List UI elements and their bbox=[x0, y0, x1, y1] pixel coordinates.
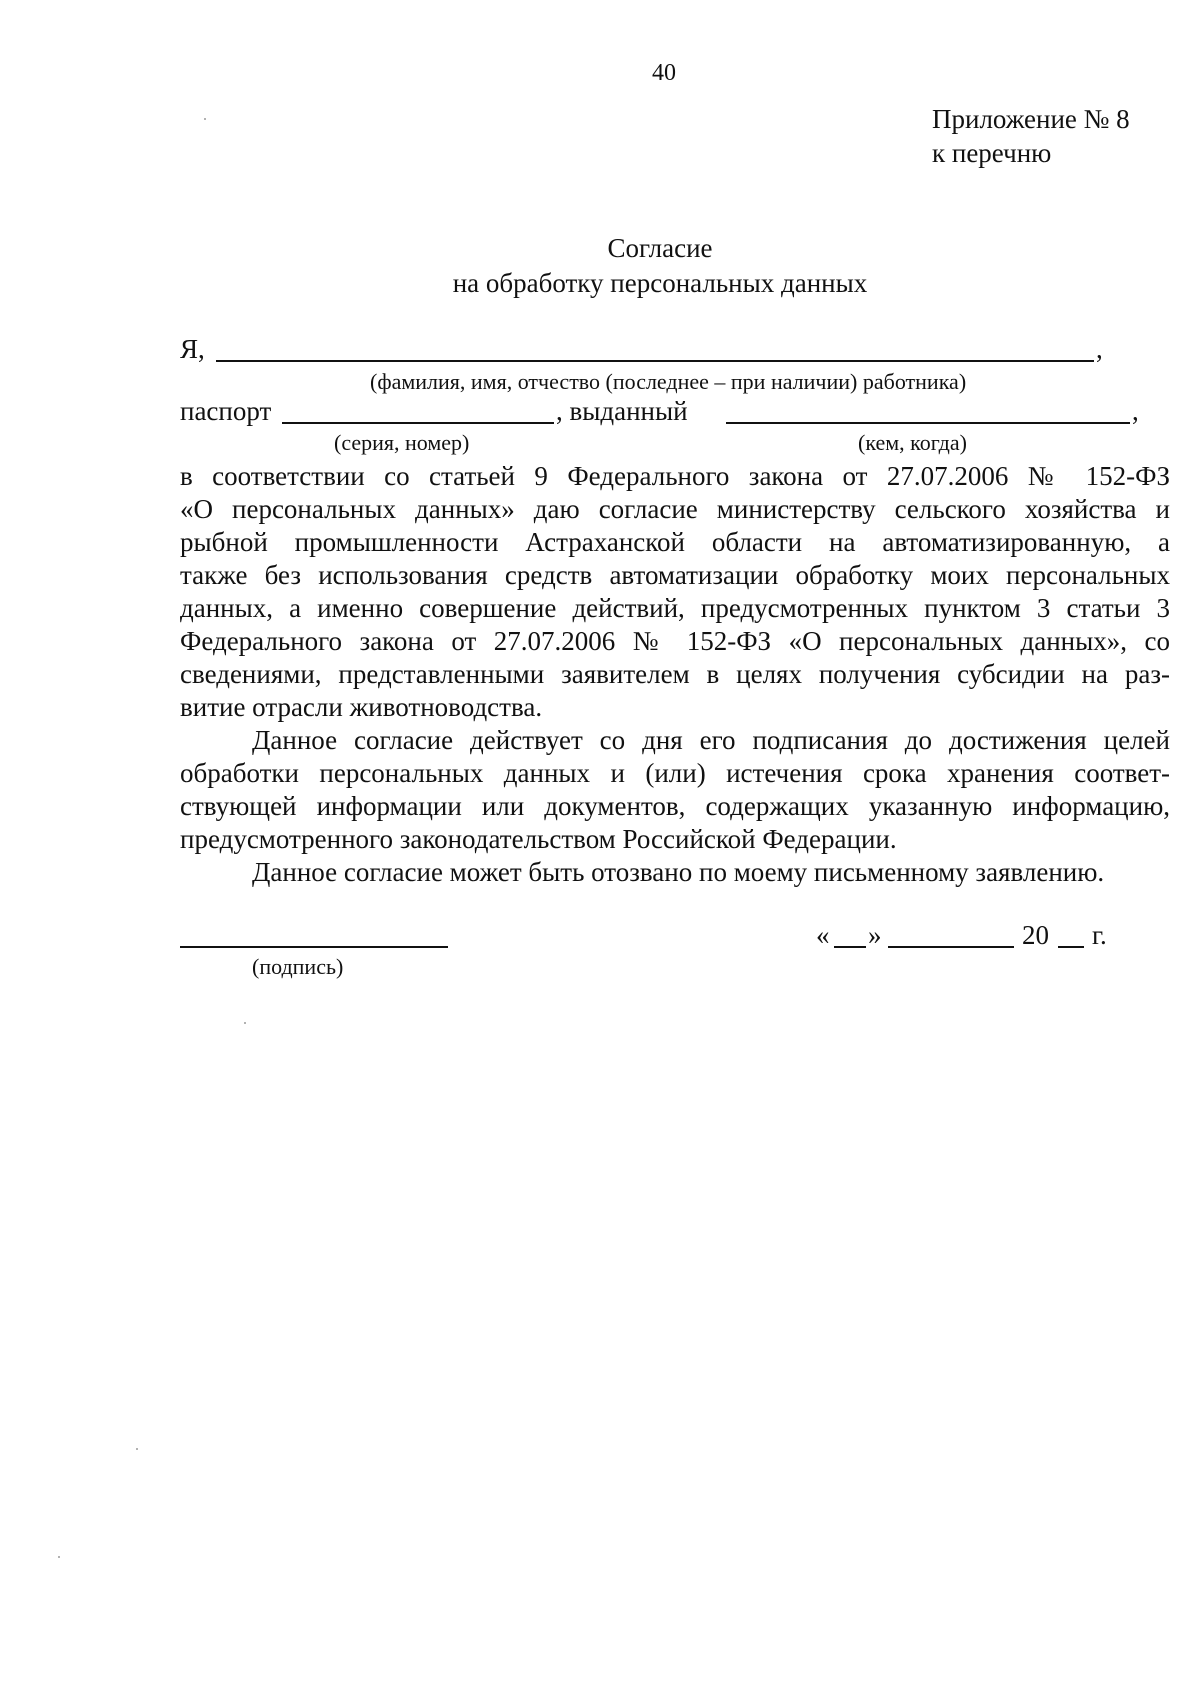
paragraph1-line: данных, а именно совершение действий, предусмотренных пунктом 3 статьи 3 bbox=[180, 593, 1170, 623]
date-year-suffix: г. bbox=[1092, 920, 1107, 950]
paragraph2-line: ствующей информации или документов, содержащих указанную информацию, bbox=[180, 791, 1170, 821]
passport-series-field[interactable] bbox=[282, 422, 554, 424]
date-close-quote: » bbox=[868, 920, 882, 950]
issued-label: , выданный bbox=[556, 396, 688, 426]
date-open-quote: « bbox=[816, 920, 830, 950]
appendix-line-1: Приложение № 8 bbox=[932, 104, 1130, 134]
scan-speck bbox=[244, 1022, 246, 1024]
passport-label: паспорт bbox=[180, 396, 272, 426]
paragraph1-line: в соответствии со статьей 9 Федерального закона от 27.07.2006 № 152-ФЗ bbox=[180, 461, 1170, 491]
signature-caption: (подпись) bbox=[252, 954, 344, 979]
fio-comma: , bbox=[1096, 334, 1103, 364]
issued-by-field[interactable] bbox=[726, 422, 1130, 424]
signature-field[interactable] bbox=[180, 946, 448, 948]
document-title: Согласие bbox=[607, 233, 713, 263]
date-year-field[interactable] bbox=[1058, 946, 1084, 948]
paragraph2-line: предусмотренного законодательством Российской Федерации. bbox=[180, 824, 897, 854]
issued-caption: (кем, когда) bbox=[858, 430, 967, 455]
scan-speck bbox=[204, 118, 206, 120]
ya-label: Я, bbox=[180, 334, 205, 364]
paragraph1-line: рыбной промышленности Астраханской области на автоматизированную, а bbox=[180, 527, 1170, 557]
scan-speck bbox=[136, 1448, 138, 1450]
appendix-line-2: к перечню bbox=[932, 138, 1052, 168]
paragraph1-line: витие отрасли животноводства. bbox=[180, 692, 543, 722]
date-month-field[interactable] bbox=[888, 946, 1014, 948]
series-caption: (серия, номер) bbox=[334, 430, 470, 455]
paragraph1-line: также без использования средств автоматизации обработку моих персональных bbox=[180, 560, 1170, 590]
document-subtitle: на обработку персональных данных bbox=[452, 268, 868, 298]
fio-field[interactable] bbox=[216, 360, 1094, 362]
paragraph2-line: Данное согласие действует со дня его подписания до достижения целей bbox=[252, 725, 1170, 755]
date-day-field[interactable] bbox=[834, 946, 866, 948]
paragraph1-line: сведениями, представленными заявителем в целях получения субсидии на раз- bbox=[180, 659, 1170, 689]
paragraph1-line: «О персональных данных» даю согласие министерству сельского хозяйства и bbox=[180, 494, 1170, 524]
paragraph3-line: Данное согласие может быть отозвано по моему письменному заявлению. bbox=[252, 857, 1105, 887]
page-number: 40 bbox=[652, 60, 676, 86]
paragraph1-line: Федерального закона от 27.07.2006 № 152-ФЗ «О персональных данных», со bbox=[180, 626, 1170, 656]
paragraph2-line: обработки персональных данных и (или) истечения срока хранения соответ- bbox=[180, 758, 1170, 788]
fio-caption: (фамилия, имя, отчество (последнее – при наличии) работника) bbox=[370, 369, 967, 394]
scan-speck bbox=[58, 1556, 60, 1558]
issued-comma: , bbox=[1132, 396, 1139, 426]
date-year-prefix: 20 bbox=[1022, 920, 1049, 950]
